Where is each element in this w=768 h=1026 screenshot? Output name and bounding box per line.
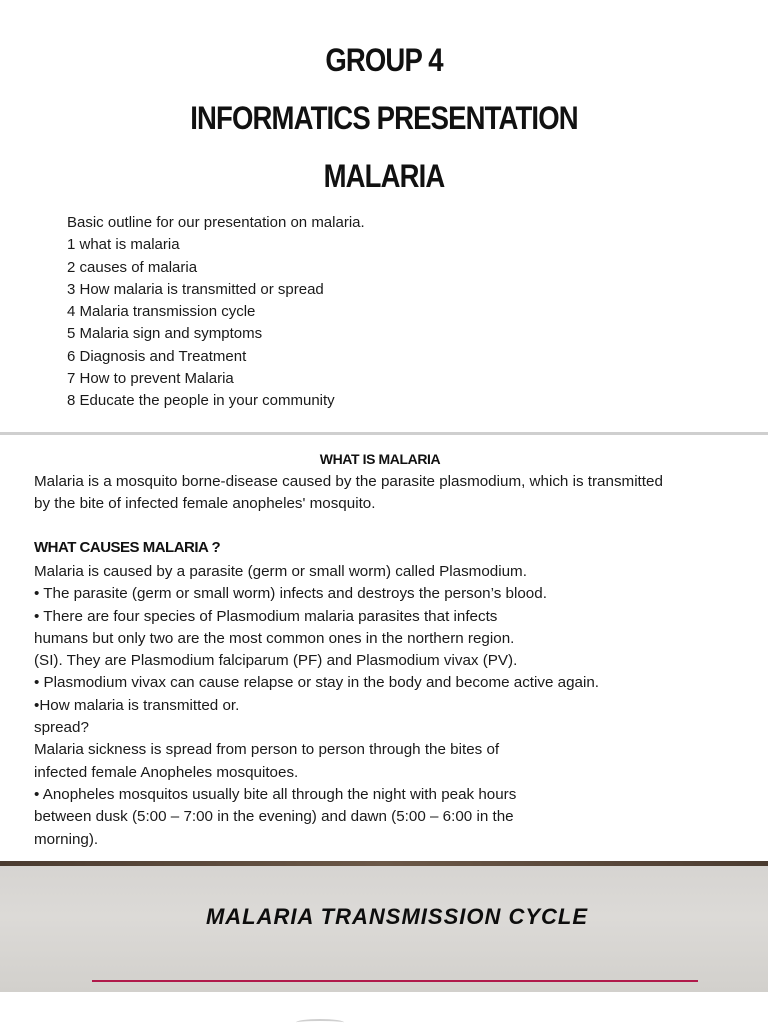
- causes-line: Malaria is caused by a parasite (germ or small worm) called Plasmodium.: [34, 563, 527, 580]
- outline-intro: Basic outline for our presentation on malaria.: [67, 214, 365, 231]
- definition-paragraph: [34, 471, 754, 516]
- outline-item: 1 what is malaria: [67, 236, 180, 254]
- title-presentation: INFORMATICS PRESENTATION: [190, 100, 578, 136]
- outline-item: 6 Diagnosis and Treatment: [67, 347, 247, 365]
- causes-line: morning).: [34, 830, 99, 848]
- title-group: GROUP 4: [325, 42, 443, 78]
- outline-item: 3 How malaria is transmitted or spread: [67, 280, 324, 298]
- causes-line: • There are four species of Plasmodium malaria parasites that infects: [34, 607, 498, 625]
- next-slide-area: [0, 992, 768, 1024]
- outline-item: 2 causes of malaria: [67, 258, 198, 276]
- what-is-malaria-heading: WHAT IS MALARIA: [319, 451, 441, 467]
- outline-item: 7 How to prevent Malaria: [67, 370, 234, 388]
- transmission-cycle-title: MALARIA TRANSMISSION CYCLE: [205, 904, 589, 929]
- causes-line: between dusk (5:00 – 7:00 in the evening) and dawn (5:00 – 6:00 in the: [34, 808, 514, 826]
- causes-line: • The parasite (germ or small worm) infects and destroys the person’s blood.: [34, 585, 547, 603]
- causes-line: spread?: [34, 719, 89, 737]
- causes-line: Malaria sickness is spread from person to person through the bites of: [34, 741, 500, 759]
- slide-transmission-cycle: [0, 866, 768, 992]
- slide-title-outline: [0, 0, 768, 432]
- outline-item: 5 Malaria sign and symptoms: [67, 325, 263, 343]
- definition-line: Malaria is a mosquito borne-disease caused by the parasite plasmodium, which is transmitted: [34, 473, 663, 490]
- outline-item: 8 Educate the people in your community: [67, 392, 335, 410]
- outline-item: 4 Malaria transmission cycle: [67, 303, 256, 321]
- causes-line: • Plasmodium vivax can cause relapse or stay in the body and become active again.: [34, 674, 600, 692]
- causes-line: humans but only two are the most common ones in the northern region.: [34, 629, 515, 647]
- causes-paragraph: [34, 561, 754, 851]
- causes-line: •How malaria is transmitted or.: [34, 696, 240, 714]
- slide-what-is-malaria: [0, 435, 768, 863]
- causes-line: • Anopheles mosquitos usually bite all through the night with peak hours: [34, 785, 517, 803]
- definition-line: by the bite of infected female anopheles' mosquito.: [34, 495, 376, 513]
- title-topic: MALARIA: [323, 158, 445, 194]
- partial-graphic: [296, 1019, 344, 1026]
- causes-line: (SI). They are Plasmodium falciparum (PF) and Plasmodium vivax (PV).: [34, 652, 518, 670]
- title-underline: [92, 980, 698, 982]
- causes-heading: WHAT CAUSES MALARIA ?: [34, 539, 221, 556]
- outline-list: [67, 212, 365, 413]
- causes-line: infected female Anopheles mosquitoes.: [34, 763, 299, 781]
